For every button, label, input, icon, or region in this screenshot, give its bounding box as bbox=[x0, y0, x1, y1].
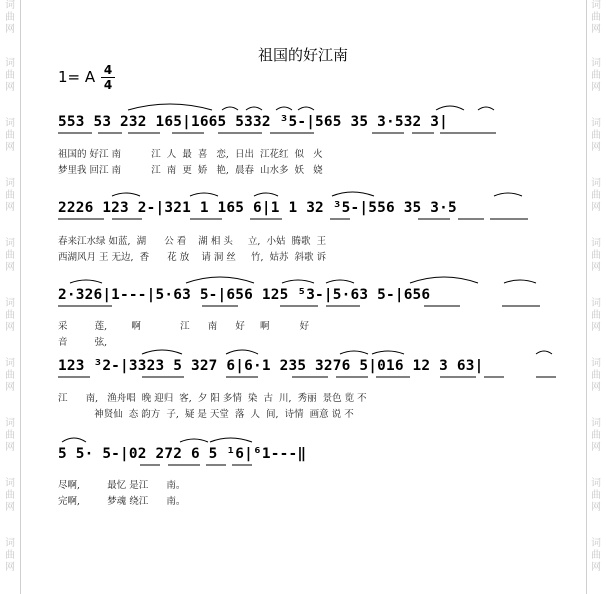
watermark-group bbox=[2, 238, 18, 274]
watermark-char: 网 bbox=[5, 262, 15, 273]
slur-mark bbox=[298, 107, 314, 110]
slur-mark bbox=[112, 193, 140, 196]
watermark-char: 网 bbox=[5, 562, 15, 573]
watermark-char: 词 bbox=[5, 178, 15, 189]
watermark-char: 曲 bbox=[591, 430, 601, 441]
watermark-char: 词 bbox=[5, 538, 15, 549]
watermark-char: 曲 bbox=[591, 370, 601, 381]
lyric-row-1-verse-1: 祖国的 好江 南 江 人 最 喜 恋, 日出 江花红 似 火 bbox=[58, 149, 323, 160]
slur-mark bbox=[142, 350, 182, 354]
watermark-group bbox=[2, 418, 18, 454]
watermark-char: 曲 bbox=[5, 550, 15, 561]
lyric-row-5-verse-1: 尽啊, 最忆 是江 南。 bbox=[58, 480, 186, 491]
watermark-char: 网 bbox=[591, 562, 601, 573]
watermark-group bbox=[2, 298, 18, 334]
watermark-char: 网 bbox=[591, 262, 601, 273]
watermark-char: 网 bbox=[5, 442, 15, 453]
watermark-char: 词 bbox=[591, 538, 601, 549]
slur-mark bbox=[128, 104, 212, 110]
time-signature bbox=[101, 64, 115, 91]
lyric-row-2-verse-2: 西湖风月 王 无边, 香 花 放 请 洞 丝 竹, 姑苏 斜歌 诉 bbox=[58, 252, 327, 263]
right-margin-line bbox=[586, 0, 587, 594]
watermark-group bbox=[2, 478, 18, 514]
slur-mark bbox=[478, 107, 494, 110]
slur-mark bbox=[226, 350, 258, 354]
watermark-char: 网 bbox=[591, 82, 601, 93]
lyric-row-4-verse-1: 江 南, 渔舟唱 晚 迎归 客, 夕 阳 多情 染 古 川, 秀丽 景色 览 不 bbox=[58, 393, 367, 404]
watermark-char: 网 bbox=[5, 202, 15, 213]
watermark-char: 曲 bbox=[5, 250, 15, 261]
watermark-char: 网 bbox=[5, 382, 15, 393]
watermark-char: 网 bbox=[5, 82, 15, 93]
watermark-group bbox=[2, 538, 18, 574]
watermark-char: 网 bbox=[591, 142, 601, 153]
watermark-char: 网 bbox=[5, 502, 15, 513]
watermark-char: 曲 bbox=[5, 70, 15, 81]
watermark-char: 网 bbox=[591, 442, 601, 453]
watermark-char: 曲 bbox=[591, 70, 601, 81]
watermark-column-left bbox=[2, 0, 18, 594]
notation-row-3: 2·326|1---|5·63 5-|656 125 ⁵3-|5·63 5-|656 bbox=[58, 287, 431, 303]
slur-mark bbox=[332, 192, 374, 196]
slur-mark bbox=[180, 439, 208, 442]
left-margin-line bbox=[20, 0, 21, 594]
watermark-char: 网 bbox=[591, 502, 601, 513]
watermark-group bbox=[2, 358, 18, 394]
watermark-char: 词 bbox=[5, 0, 15, 11]
lyric-row-3-verse-1: 采 莲, 啊 江 南 好 啊 好 bbox=[58, 321, 310, 332]
watermark-group bbox=[2, 0, 18, 36]
watermark-char: 曲 bbox=[5, 370, 15, 381]
watermark-char: 网 bbox=[5, 142, 15, 153]
key-signature: 1= A bbox=[58, 68, 96, 86]
song-title: 祖国的好江南 bbox=[257, 46, 348, 64]
slur-mark bbox=[372, 351, 404, 354]
slur-mark bbox=[62, 438, 86, 442]
watermark-char: 网 bbox=[591, 24, 601, 35]
watermark-char: 词 bbox=[591, 478, 601, 489]
slur-mark bbox=[222, 107, 238, 110]
lyric-row-3-verse-2: 音 弦, bbox=[58, 337, 108, 348]
watermark-char: 曲 bbox=[591, 190, 601, 201]
watermark-group bbox=[588, 418, 604, 454]
watermark-char: 曲 bbox=[591, 490, 601, 501]
slur-mark bbox=[436, 106, 464, 110]
watermark-group bbox=[588, 298, 604, 334]
watermark-char: 词 bbox=[5, 478, 15, 489]
watermark-char: 词 bbox=[5, 238, 15, 249]
watermark-group bbox=[588, 178, 604, 214]
slur-mark bbox=[536, 351, 552, 354]
lyric-row-4-verse-2: 神贤仙 态 韵方 子, 疑 是 天堂 落 人 间, 诗情 画意 说 不 bbox=[58, 409, 354, 420]
notation-row-1: 553 53 232 165|1665 5332 ³5-|565 35 3·532 3| bbox=[58, 114, 449, 130]
watermark-char: 曲 bbox=[5, 130, 15, 141]
watermark-char: 词 bbox=[5, 418, 15, 429]
notation-row-4: 123 ³2-|3323 5 327 6|6·1 235 3276 5|016 12 3 63| bbox=[58, 358, 484, 374]
watermark-char: 词 bbox=[5, 358, 15, 369]
lyric-row-2-verse-1: 春来江水绿 如蓝, 湖 公 看 湖 相 头 立, 小姑 腾歌 王 bbox=[58, 236, 327, 247]
slur-mark bbox=[246, 107, 262, 110]
slur-mark bbox=[276, 107, 292, 110]
slur-mark bbox=[494, 193, 522, 196]
watermark-group bbox=[588, 118, 604, 154]
watermark-char: 曲 bbox=[5, 310, 15, 321]
watermark-char: 网 bbox=[5, 24, 15, 35]
watermark-char: 词 bbox=[591, 298, 601, 309]
watermark-char: 曲 bbox=[591, 130, 601, 141]
watermark-char: 曲 bbox=[591, 310, 601, 321]
watermark-column-right bbox=[588, 0, 604, 594]
slur-mark bbox=[326, 280, 354, 283]
watermark-group bbox=[2, 178, 18, 214]
watermark-group bbox=[588, 358, 604, 394]
watermark-group bbox=[588, 0, 604, 36]
slur-mark bbox=[340, 351, 368, 354]
slur-mark bbox=[210, 438, 252, 442]
lyric-row-1-verse-2: 梦里我 回江 南 江 南 更 娇 艳, 晨春 山水多 妖 娆 bbox=[58, 165, 323, 176]
watermark-char: 网 bbox=[591, 382, 601, 393]
slur-mark bbox=[504, 280, 536, 283]
watermark-char: 词 bbox=[591, 0, 601, 11]
watermark-char: 词 bbox=[591, 58, 601, 69]
watermark-char: 曲 bbox=[5, 490, 15, 501]
slur-mark bbox=[410, 277, 478, 283]
watermark-group bbox=[588, 238, 604, 274]
slur-mark bbox=[190, 193, 218, 196]
watermark-char: 曲 bbox=[591, 550, 601, 561]
watermark-char: 网 bbox=[591, 322, 601, 333]
watermark-char: 网 bbox=[5, 322, 15, 333]
watermark-char: 词 bbox=[591, 358, 601, 369]
watermark-char: 曲 bbox=[591, 250, 601, 261]
lyric-row-5-verse-2: 完啊, 梦魂 绕江 南。 bbox=[58, 496, 186, 507]
watermark-char: 曲 bbox=[5, 430, 15, 441]
watermark-group bbox=[2, 118, 18, 154]
watermark-char: 曲 bbox=[5, 12, 15, 23]
watermark-char: 词 bbox=[591, 118, 601, 129]
time-signature-bottom: 4 bbox=[103, 78, 113, 92]
notation-row-5: 5 5· 5-|02 272 6 5 ¹6|⁶1---‖ bbox=[58, 446, 307, 462]
slur-mark bbox=[186, 277, 254, 283]
watermark-char: 词 bbox=[591, 418, 601, 429]
slur-mark bbox=[282, 280, 314, 283]
watermark-char: 词 bbox=[5, 118, 15, 129]
watermark-group bbox=[588, 478, 604, 514]
slur-mark bbox=[254, 193, 278, 196]
watermark-char: 词 bbox=[5, 298, 15, 309]
watermark-char: 网 bbox=[591, 202, 601, 213]
watermark-char: 曲 bbox=[591, 12, 601, 23]
watermark-char: 词 bbox=[591, 178, 601, 189]
watermark-char: 曲 bbox=[5, 190, 15, 201]
watermark-char: 词 bbox=[5, 58, 15, 69]
watermark-group bbox=[588, 538, 604, 574]
notation-row-2: 2226 123 2-|321 1 165 6|1 1 32 ³5-|556 35 3·5 bbox=[58, 200, 457, 216]
watermark-char: 词 bbox=[591, 238, 601, 249]
slur-mark bbox=[70, 280, 102, 283]
time-signature-top: 4 bbox=[103, 63, 113, 77]
